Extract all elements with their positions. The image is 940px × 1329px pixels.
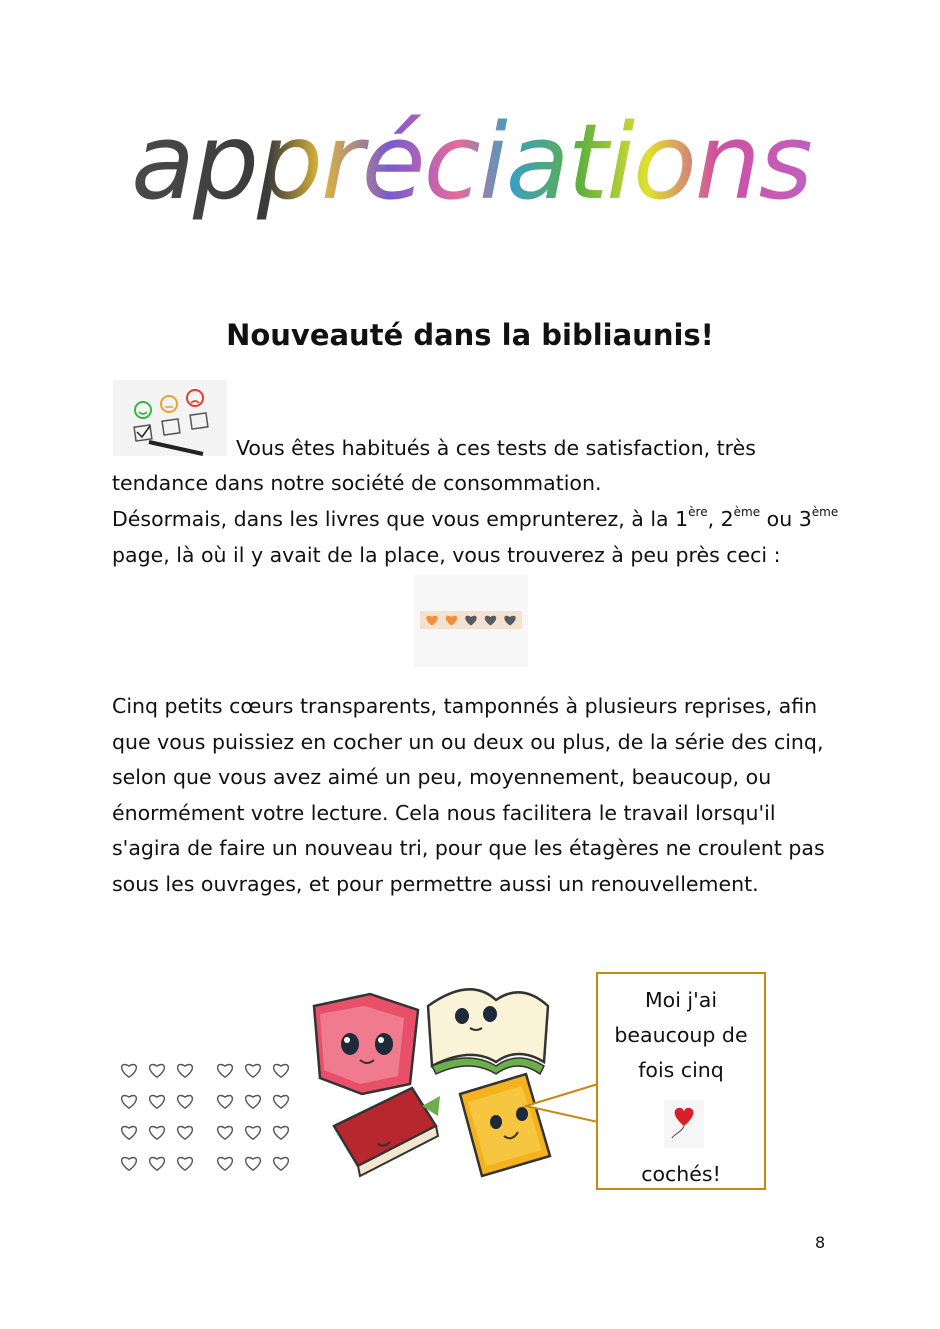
- pink-book-icon: [314, 994, 418, 1094]
- intro-line-2: tendance dans notre société de consommation.: [112, 471, 602, 495]
- satisfaction-survey-image: [113, 380, 227, 456]
- body-line: énormément votre lecture. Cela nous facilitera le travail lorsqu'il: [112, 800, 776, 825]
- bubble-line-4: cochés!: [641, 1162, 721, 1186]
- bubble-line-1: Moi j'ai: [644, 988, 718, 1012]
- intro-line-1: Vous êtes habitués à ces tests de satisfaction, très: [236, 436, 756, 460]
- cream-book-icon: [428, 989, 548, 1074]
- outline-heart-icon: [150, 1126, 165, 1139]
- outline-heart-icon: [274, 1064, 289, 1077]
- outline-heart-icon: [218, 1095, 233, 1108]
- appreciations-logo: [131, 88, 811, 258]
- outline-heart-icon: [122, 1095, 137, 1108]
- outline-hearts-grid: [115, 1050, 295, 1180]
- outline-heart-icon: [246, 1064, 261, 1077]
- outline-heart-icon: [178, 1157, 193, 1170]
- outline-heart-icon: [178, 1126, 193, 1139]
- bubble-line-3: fois cinq: [638, 1058, 724, 1082]
- intro-line-3-c: ou 3: [760, 507, 812, 531]
- body-line: selon que vous avez aimé un peu, moyennement, beaucoup, ou: [112, 765, 772, 789]
- intro-line-4: page, là où il y avait de la place, vous trouverez à peu près ceci :: [112, 543, 781, 567]
- intro-line-3: [112, 501, 838, 537]
- red-book-icon: [334, 1088, 440, 1176]
- outline-heart-icon: [218, 1126, 233, 1139]
- outline-heart-icon: [178, 1095, 193, 1108]
- outline-heart-icon: [150, 1157, 165, 1170]
- red-heart-icon: [664, 1100, 704, 1148]
- speech-bubble: [596, 972, 766, 1190]
- outline-heart-icon: [246, 1126, 261, 1139]
- outline-heart-icon: [178, 1064, 193, 1077]
- outline-heart-icon: [246, 1095, 261, 1108]
- body-line: sous les ouvrages, et pour permettre aussi un renouvellement.: [112, 871, 759, 896]
- outline-heart-icon: [122, 1157, 137, 1170]
- intro-sup-3: ème: [811, 505, 839, 520]
- body-line: que vous puissiez en cocher un ou deux ou plus, de la série des cinq,: [112, 729, 824, 754]
- speech-bubble-tail: [522, 1082, 602, 1132]
- outline-heart-icon: [274, 1126, 289, 1139]
- intro-sup-1: ère: [688, 505, 708, 520]
- outline-heart-icon: [150, 1064, 165, 1077]
- body-line: s'agira de faire un nouveau tri, pour que les étagères ne croulent pas: [112, 836, 825, 860]
- page-title: Nouveauté dans la bibliaunis!: [226, 318, 714, 352]
- outline-heart-icon: [274, 1095, 289, 1108]
- body-paragraph: [112, 689, 852, 902]
- outline-heart-icon: [218, 1064, 233, 1077]
- cute-books-illustration: [300, 966, 558, 1180]
- outline-heart-icon: [218, 1157, 233, 1170]
- outline-heart-icon: [150, 1095, 165, 1108]
- page-number: 8: [815, 1233, 826, 1252]
- hearts-rating-sample: [414, 575, 528, 667]
- bubble-line-2: beaucoup de: [614, 1023, 748, 1047]
- body-line: Cinq petits cœurs transparents, tamponnés à plusieurs reprises, afin: [112, 694, 818, 718]
- intro-line-3-b: , 2: [707, 507, 734, 531]
- outline-heart-icon: [122, 1126, 137, 1139]
- intro-line-3-a: Désormais, dans les livres que vous emprunterez, à la 1: [112, 507, 689, 531]
- outline-heart-icon: [274, 1157, 289, 1170]
- intro-sup-2: ème: [733, 505, 761, 520]
- logo-text: appréciations: [131, 101, 811, 223]
- outline-heart-icon: [122, 1064, 137, 1077]
- outline-heart-icon: [246, 1157, 261, 1170]
